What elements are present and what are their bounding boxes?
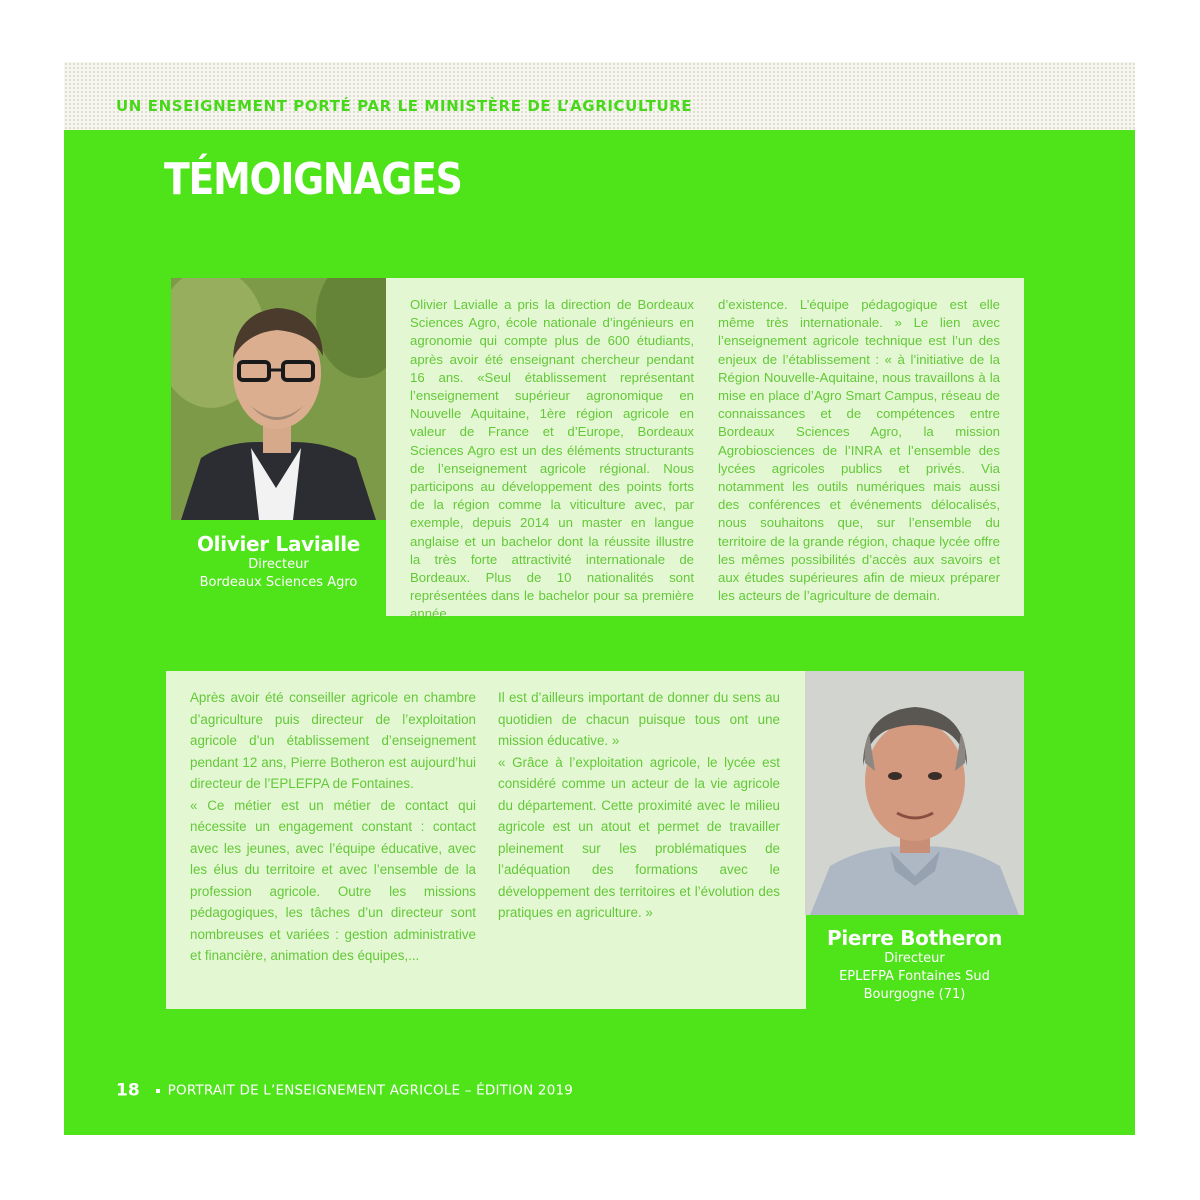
portrait-illustration-2 — [805, 671, 1024, 915]
page-title: TÉMOIGNAGES — [164, 154, 462, 205]
testimonial-1-column-1 — [410, 296, 694, 624]
person-card-pierre-botheron — [805, 926, 1024, 1004]
person-role: Directeur — [884, 951, 945, 966]
section-header-title: UN ENSEIGNEMENT PORTÉ PAR LE MINISTÈRE DE L’AGRICULTURE — [116, 97, 693, 115]
paragraph: Olivier Lavialle a pris la direction de Bordeaux Sciences Agro, école nationale d’ingénieurs en agronomie qui compte plus de 600 étudiants, après avoir été enseignant chercheur pendant 16 ans. «Seul établissement représentant l’enseignement supérieur agronomique en Nouvelle Aquitaine, 1ère région agricole en valeur de France et d’Europe, Bordeaux Sciences Agro est un des éléments structurants de l’enseignement agricole régional. Nous participons au développement des points forts de la région comme la viticulture avec, par exemple, depuis 2014 un master en langue anglaise et un bachelor dont la réussite illustre la très forte attractivité internationale de Bordeaux. Plus de 10 nationalités sont représentées dans le bachelor pour sa première année — [410, 297, 694, 622]
testimonial-panel-1 — [386, 278, 1024, 622]
publication-title: PORTRAIT DE L’ENSEIGNEMENT AGRICOLE – ÉDITION 2019 — [167, 1082, 574, 1099]
page-footer — [116, 1080, 573, 1101]
person-organization: EPLEFPA Fontaines Sud — [839, 969, 990, 984]
person-organization-location: Bourgogne (71) — [863, 987, 966, 1002]
portrait-illustration-1 — [171, 278, 386, 520]
testimonial-panel-2 — [166, 671, 806, 1009]
testimonial-2-column-2 — [498, 687, 780, 924]
person-role: Directeur — [248, 557, 309, 572]
page — [64, 62, 1135, 1135]
paragraph: d’existence. L’équipe pédagogique est elle même très internationale. » Le lien avec l’enseignement agricole technique est l’un des enjeux de l’établissement : « à l’initiative de la Région Nouvelle-Aquitaine, nous travaillons à la mise en place d’Agro Smart Campus, réseau de connaissances et de compétences entre Bordeaux Sciences Agro, la mission Agrobiosciences de l’INRA et l’ensemble des lycées agricoles publics et privés. Via notamment les outils numériques mais aussi des conférences et événements délocalisés, nous souhaitons que, sur l’ensemble du territoire de la grande région, chaque lycée offre les mêmes possibilités d’accès aux savoirs et aux études supérieures afin de mieux préparer les acteurs de l’agriculture de demain. — [718, 297, 1000, 604]
pierre-botheron-photo — [805, 671, 1024, 915]
bullet-separator — [156, 1089, 160, 1093]
person-organization: Bordeaux Sciences Agro — [199, 575, 358, 590]
paragraph: « Ce métier est un métier de contact qui nécessite un engagement constant : contact avec les jeunes, avec l’équipe éducative, avec les élus du territoire et avec l’ensemble de la profession agricole. Outre les missions pédagogiques, les tâches d’un directeur sont nombreuses et variées : gestion administrative et financière, animation des équipes,... — [190, 797, 476, 963]
person-name: Olivier Lavialle — [196, 532, 361, 556]
person-card-olivier-lavialle — [171, 532, 386, 592]
paragraph: « Grâce à l’exploitation agricole, le lycée est considéré comme un acteur de la vie agricole du département. Cette proximité avec le milieu agricole est un atout et permet de travailler pleinement sur les problématiques de l’adéquation des formations avec le développement des territoires et l’évolution des pratiques en agriculture. » — [498, 754, 780, 920]
header-band — [64, 62, 1135, 130]
testimonial-1-column-2 — [718, 296, 1000, 605]
page-number: 18 — [116, 1080, 140, 1101]
paragraph: Il est d’ailleurs important de donner du sens au quotidien de chacun puisque tous ont une mission éducative. » — [498, 690, 780, 748]
person-name: Pierre Botheron — [826, 926, 1003, 950]
testimonial-2-column-1 — [190, 687, 476, 967]
paragraph: Après avoir été conseiller agricole en chambre d’agriculture puis directeur de l’exploitation agricole d’un établissement d’enseignement pendant 12 ans, Pierre Botheron est aujourd’hui directeur de l’EPLEFPA de Fontaines. — [190, 690, 476, 791]
olivier-lavialle-photo — [171, 278, 386, 520]
